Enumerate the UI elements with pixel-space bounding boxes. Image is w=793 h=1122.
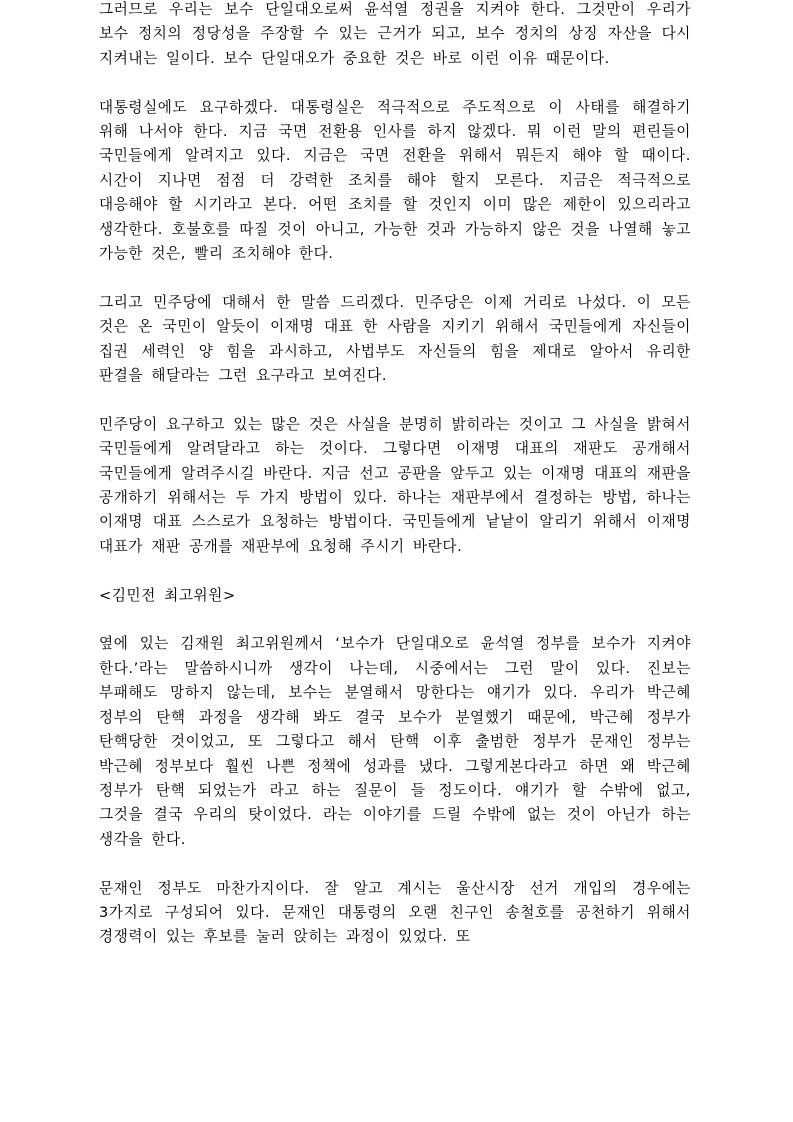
paragraph-conservative-unity: 그러므로 우리는 보수 단일대오로써 윤석열 정권을 지켜야 한다. 그것만이 우리가 보수 정치의 정당성을 주장할 수 있는 근거가 되고, 보수 정치의 상징 자산을 다시 지켜내는 일이다. 보수 단일대오가 중요한 것은 바로 이런 이유 때문이다. — [99, 1, 691, 67]
document-page — [99, 0, 691, 974]
speaker-heading: <김민전 최고위원> — [99, 586, 236, 604]
paragraph-trial-disclosure: 민주당이 요구하고 있는 많은 것은 사실을 분명히 밝히라는 것이고 그 사실을 밝혀서 국민들에게 알려달라고 하는 것이다. 그렇다면 이재명 대표의 재판도 공개해서 국민들에게 알려주시길 바란다. 지금 선고 공판을 앞두고 있는 이재명 대표의 재판을 공개하기 위해서는 두 가지 방법이 있다. 하나는 재판부에서 결정하는 방법, 하나는 이재명 대표 스스로가 요청하는 방법이다. 국민들에게 낱낱이 알리기 위해서 이재명 대표가 재판 공개를 재판부에 요청해 주시기 바란다. — [99, 415, 691, 555]
paragraph-moon-government: 문재인 정부도 마찬가지이다. 잘 알고 계시는 울산시장 선거 개입의 경우에는 3가지로 구성되어 있다. 문재인 대통령의 오랜 친구인 송철호를 공천하기 위해서 경쟁력이 있는 후보를 눌러 앉히는 과정이 있었다. 또 — [99, 879, 691, 946]
paragraph-presidential-office: 대통령실에도 요구하겠다. 대통령실은 적극적으로 주도적으로 이 사태를 해결하기 위해 나서야 한다. 지금 국면 전환용 인사를 하지 않겠다. 뭐 이런 말의 편린들이 국민들에게 알려지고 있다. 지금은 국면 전환을 위해서 뭐든지 해야 할 때이다. 시간이 지나면 점점 더 강력한 조치를 해야 할지 모른다. 지금은 적극적으로 대응해야 할 시기라고 본다. 어떤 조치를 할 것인지 이미 많은 제한이 있으리라고 생각한다. 호불호를 따질 것이 아니고, 가능한 것과 가능하지 않은 것을 나열해 놓고 가능한 것은, 빨리 조치해야 한다. — [99, 98, 691, 263]
paragraph-democratic-party: 그리고 민주당에 대해서 한 말씀 드리겠다. 민주당은 이제 거리로 나섰다. 이 모든 것은 온 국민이 알듯이 이재명 대표 한 사람을 지키기 위해서 국민들에게 자신들이 집권 세력인 양 힘을 과시하고, 사법부도 자신들의 힘을 제대로 알아서 유리한 판결을 해달라는 그런 요구라고 보여진다. — [99, 293, 691, 385]
paragraph-conservative-division: 옆에 있는 김재원 최고위원께서 ‘보수가 단일대오로 윤석열 정부를 보수가 지켜야 한다.’라는 말씀하시니까 생각이 나는데, 시중에서는 그런 말이 있다. 진보는 부패해도 망하지 않는데, 보수는 분열해서 망한다는 얘기가 있다. 우리가 박근혜 정부의 탄핵 과정을 생각해 봐도 결국 보수가 분열했기 때문에, 박근혜 정부가 탄핵당한 것이었고, 또 그렇다고 해서 탄핵 이후 출범한 정부가 문재인 정부는 박근혜 정부보다 훨씬 나쁜 정책에 성과를 냈다. 그렇게본다라고 하면 왜 박근혜 정부가 탄핵 되었는가 라고 하는 질문이 들 정도이다. 얘기가 할 수밖에 없고, 그것을 결국 우리의 탓이었다. 라는 이야기를 드릴 수밖에 없는 것이 아닌가 하는 생각을 한다. — [99, 635, 691, 848]
